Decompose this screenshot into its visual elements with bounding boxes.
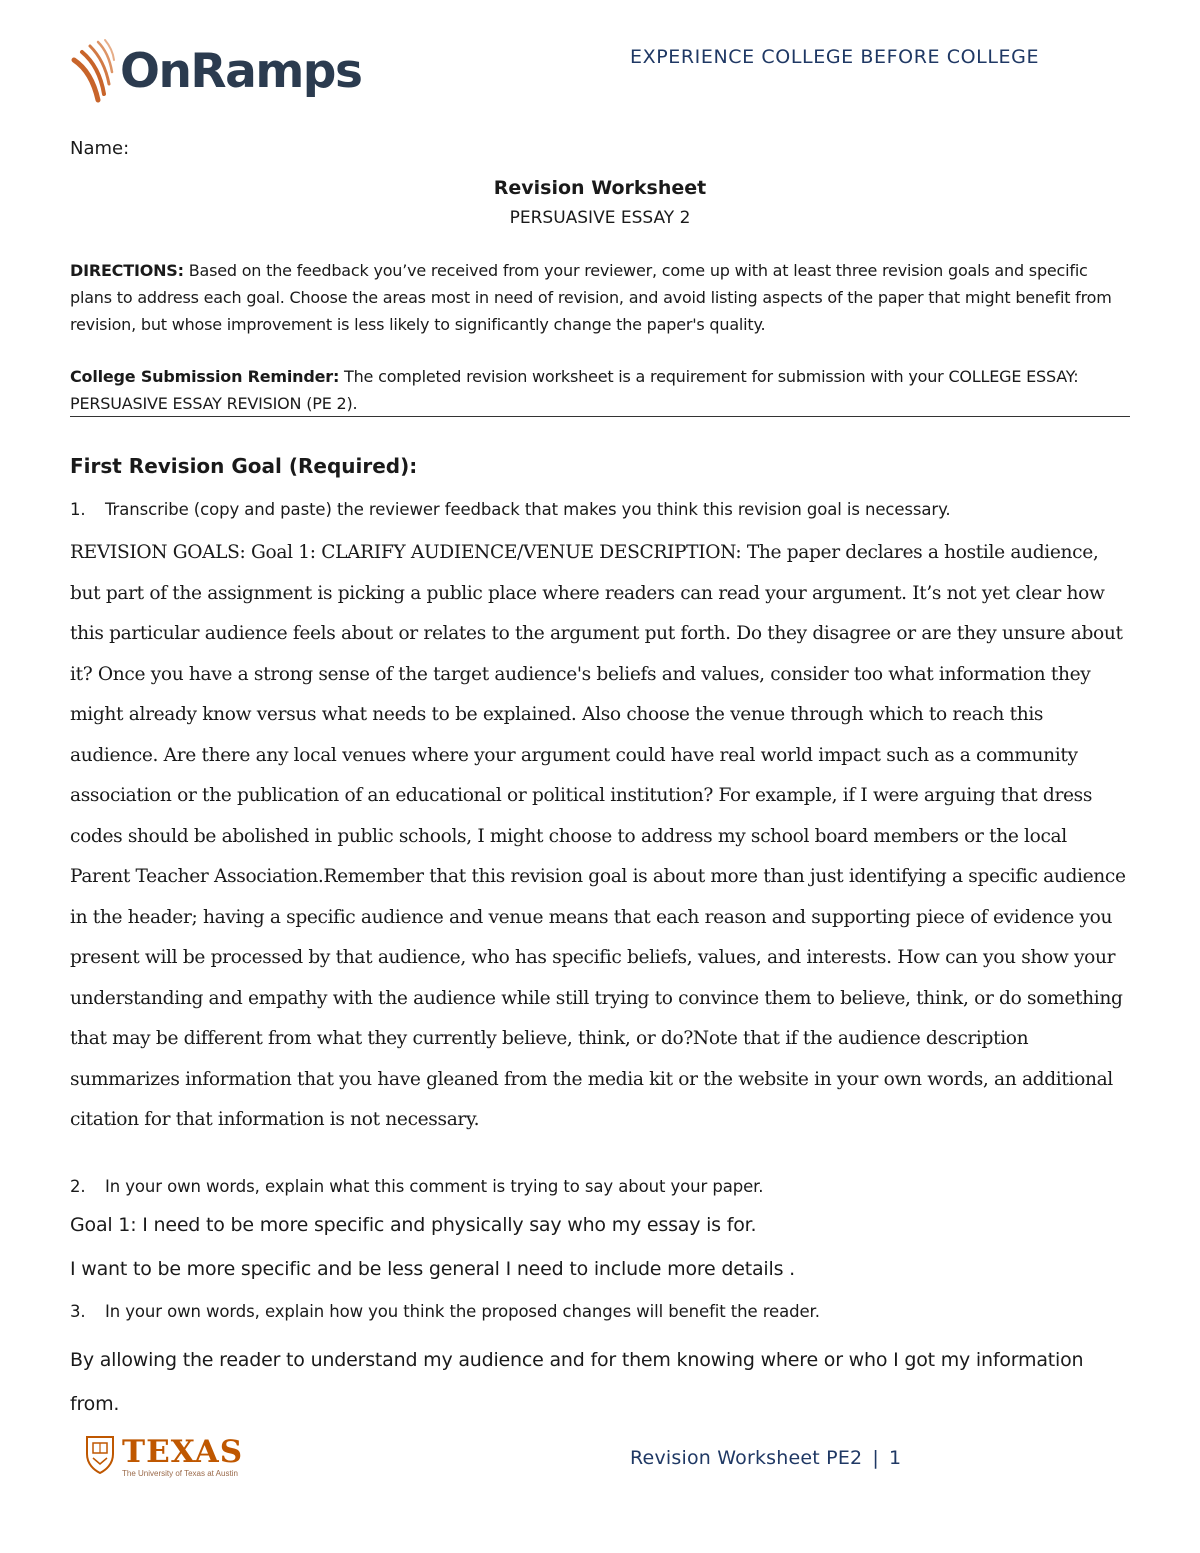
page-number: 1: [888, 1447, 902, 1469]
page-title: Revision Worksheet: [493, 177, 707, 199]
directions-text: Based on the feedback you’ve received from your reviewer, come up with at least three revision goals and specific plans to address each goal. Choose the areas most in need of revision, and avoid listing aspects of the paper that might benefit from revision, but whose improvement is less likely to significantly change the paper's quality.: [70, 261, 1112, 334]
onramps-swoosh-icon: [68, 38, 124, 112]
answer-3: By allowing the reader to understand my audience and for them knowing where or who I got my information from.: [70, 1349, 1084, 1415]
footer-separator: |: [872, 1447, 879, 1469]
texas-logo-subtext: The University of Texas at Austin: [122, 1469, 238, 1478]
name-label: Name:: [70, 138, 130, 159]
question-1: [70, 500, 1132, 519]
answer-2-line-1: Goal 1: I need to be more specific and physically say who my essay is for.: [70, 1214, 757, 1236]
question-3: [70, 1302, 1132, 1321]
question-1-number: 1.: [70, 500, 86, 519]
question-1-text: Transcribe (copy and paste) the reviewer feedback that makes you think this revision goal is necessary.: [105, 500, 951, 519]
question-2-number: 2.: [70, 1177, 86, 1196]
submission-reminder: [70, 363, 1132, 417]
onramps-logo: [68, 38, 368, 112]
question-2: [70, 1177, 1132, 1196]
answer-2-line-2: I want to be more specific and be less general I need to include more details .: [70, 1258, 795, 1280]
onramps-logo-text: OnRamps: [120, 44, 362, 99]
question-2-text: In your own words, explain what this comment is trying to say about your paper.: [105, 1177, 764, 1196]
reminder-lead: College Submission Reminder:: [70, 367, 340, 386]
question-3-text: In your own words, explain how you think the proposed changes will benefit the reader.: [105, 1302, 820, 1321]
goal-heading: First Revision Goal (Required):: [70, 454, 418, 478]
reminder-text: The completed revision worksheet is a requirement for submission with your COLLEGE ESSAY: PERSUASIVE ESSAY REVISION (PE 2).: [70, 367, 1079, 413]
footer-doc-label: Revision Worksheet PE2: [630, 1447, 863, 1469]
directions-lead: DIRECTIONS:: [70, 261, 184, 280]
page-subtitle: PERSUASIVE ESSAY 2: [509, 208, 691, 228]
question-3-number: 3.: [70, 1302, 86, 1321]
texas-logo-text: TEXAS: [122, 1434, 244, 1470]
ut-seal-icon: [84, 1434, 116, 1474]
directions-paragraph: [70, 257, 1132, 338]
header-tagline: EXPERIENCE COLLEGE BEFORE COLLEGE: [630, 46, 1040, 68]
page-footer: [630, 1447, 901, 1469]
reviewer-feedback: REVISION GOALS: Goal 1: CLARIFY AUDIENCE/VENUE DESCRIPTION: The paper declares a hostile audience, but part of the assignment is picking a public place where readers can read your argument. It’s not yet clear how this particular audience feels about or relates to the argument put forth. Do they disagree or are they unsure about it? Once you have a strong sense of the target audience's beliefs and values, consider too what information they might already know versus what needs to be explained. Also choose the venue through which to reach this audience. Are there any local venues where your argument could have real world impact such as a community association or the publication of an educational or political institution? For example, if I were arguing that dress codes should be abolished in public schools, I might choose to address my school board members or the local Parent Teacher Association.Remember that this revision goal is about more than just identifying a specific audience in the header; having a specific audience and venue means that each reason and supporting piece of evidence you present will be processed by that audience, who has specific beliefs, values, and interests. How can you show your understanding and empathy with the audience while still trying to convince them to believe, think, or do something that may be different from what they currently believe, think, or do?Note that if the audience description summarizes information that you have gleaned from the media kit or the website in your own words, an additional citation for that information is not necessary.: [70, 542, 1126, 1130]
section-divider: [70, 416, 1130, 417]
texas-logo: [84, 1434, 244, 1480]
